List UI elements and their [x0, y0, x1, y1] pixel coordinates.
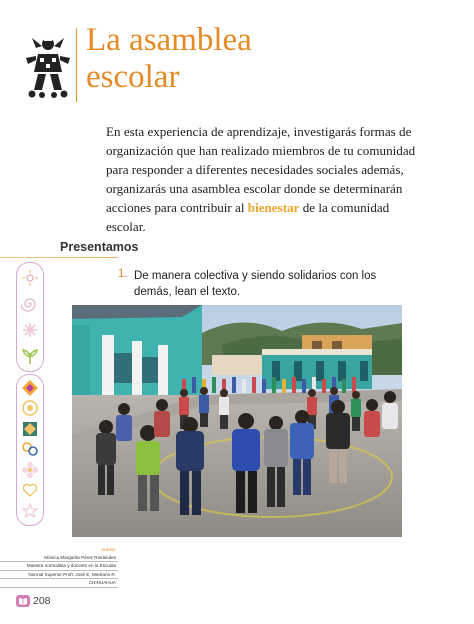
- heart-symbol-icon: [21, 481, 39, 499]
- title-line-2: escolar: [86, 59, 180, 95]
- intro-paragraph: [106, 122, 416, 236]
- spiral-symbol-icon: [21, 295, 39, 313]
- intro-highlight: bienestar: [247, 200, 300, 215]
- title-line-1: La asamblea: [86, 22, 252, 58]
- indigenous-figure-icon: [22, 34, 74, 100]
- sun-symbol-icon: [21, 269, 39, 287]
- intro-text-end: de la comunidad escolar.: [106, 200, 390, 234]
- circle-symbol-icon: [21, 399, 39, 417]
- credits-line: Mónica Margarita Pérez Rosáindes: [0, 554, 118, 563]
- page-number: 208: [33, 595, 51, 607]
- school-assembly-photo: [72, 305, 402, 537]
- chain-symbol-icon: [21, 440, 39, 458]
- square-symbol-icon: [21, 420, 39, 438]
- sidebar-symbols-group-1: [16, 262, 44, 372]
- diamond-symbol-icon: [21, 379, 39, 397]
- sidebar-symbols-group-2: [16, 374, 44, 526]
- plant-symbol-icon: [21, 347, 39, 365]
- credits-line: Maestra normalista y docente en la Escuela: [0, 562, 118, 571]
- author-credits: [0, 546, 118, 588]
- star-symbol-icon: [21, 502, 39, 520]
- credits-line: CHIHUAHUA: [0, 579, 118, 588]
- credits-label: Autora:: [101, 547, 116, 552]
- credits-line: Normal Superior Profr. José E. Medrano R.: [0, 571, 118, 580]
- title-divider: [76, 28, 77, 102]
- page-title: [86, 22, 252, 96]
- section-heading: Presentamos: [60, 240, 139, 254]
- cross-symbol-icon: [21, 321, 39, 339]
- intro-text: En esta experiencia de aprendizaje, investigarás formas de organización que han realizado miembros de tu comunidad para responder a diferentes necesidades sociales además, organizarás una asamblea escolar donde se determinarán acciones para contribuir al: [106, 124, 416, 215]
- instruction-text: De manera colectiva y siendo solidarios con los demás, lean el texto.: [134, 270, 377, 298]
- book-icon: [16, 594, 30, 608]
- instruction-number: 1.: [118, 268, 128, 280]
- flower-symbol-icon: [21, 461, 39, 479]
- section-divider: [0, 257, 118, 258]
